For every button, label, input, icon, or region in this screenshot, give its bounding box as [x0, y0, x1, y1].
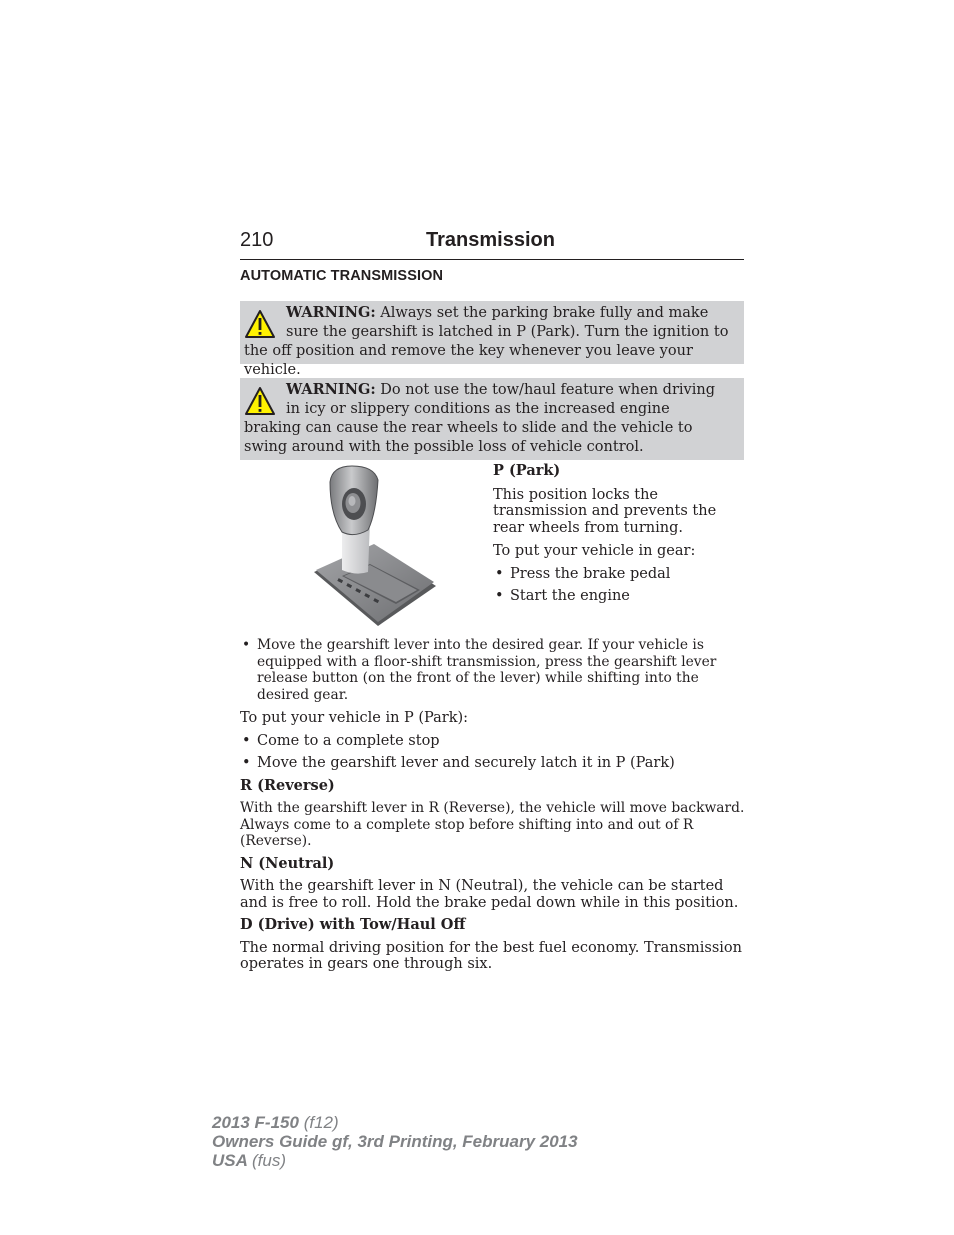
warning-box-parking: [240, 301, 744, 378]
reverse-text: With the gearshift lever in R (Reverse), the vehicle will move backward. Always come to a complete stop before shifting into and out of R (Reverse).: [240, 800, 745, 849]
gear-steps-list: [493, 566, 745, 605]
page-header: [240, 229, 744, 260]
park-steps-list: [240, 733, 746, 772]
warning-label: WARNING:: [286, 304, 376, 321]
section-heading: AUTOMATIC TRANSMISSION: [240, 268, 444, 284]
park-intro: To put your vehicle in P (Park):: [240, 710, 469, 726]
gearshift-illustration: [312, 464, 440, 630]
main-text: [240, 637, 746, 973]
warning-box-tow-haul: [240, 378, 744, 460]
list-item: • Move the gearshift lever and securely latch it in P (Park): [240, 755, 746, 772]
park-heading: P (Park): [493, 462, 561, 479]
footer-region: USA: [212, 1151, 248, 1170]
warning-text: Always set the parking brake fully and make sure the gearshift is latched in P (Park). Turn the ignition to the off position and remove the key whenever you leave your vehicle.: [244, 305, 729, 378]
list-item: • Press the brake pedal: [493, 566, 745, 583]
list-item: • Start the engine: [493, 588, 745, 605]
chapter-title: Transmission: [426, 229, 555, 251]
neutral-text: With the gearshift lever in N (Neutral), the vehicle can be started and is free to roll. Hold the brake pedal down while in this position.: [240, 878, 739, 911]
warning-triangle-icon: [244, 386, 276, 416]
warning-triangle-icon: [244, 309, 276, 339]
footer-guide: Owners Guide gf, 3rd Printing, February 2013: [212, 1132, 578, 1151]
drive-text: The normal driving position for the best fuel economy. Transmission operates in gears one through six.: [240, 939, 742, 972]
drive-heading: D (Drive) with Tow/Haul Off: [240, 916, 466, 933]
warning-label: WARNING:: [286, 381, 376, 398]
footer-model: 2013 F-150: [212, 1113, 299, 1132]
park-description: This position locks the transmission and prevents the rear wheels from turning.: [493, 486, 717, 536]
neutral-heading: N (Neutral): [240, 854, 335, 872]
page-footer: [212, 1113, 578, 1170]
list-item: • Move the gearshift lever into the desired gear. If your vehicle is equipped with a floor-shift transmission, press the gearshift lever release button (on the front of the lever) while shifting into the desired gear.: [240, 637, 746, 703]
warning-text: Do not use the tow/haul feature when driving in icy or slippery conditions as the increased engine braking can cause the rear wheels to slide and the vehicle to swing around with the possible loss of vehicle control.: [244, 382, 715, 455]
footer-region-code: (fus): [252, 1151, 286, 1170]
park-section: [493, 463, 745, 605]
footer-model-code: (f12): [303, 1113, 339, 1132]
reverse-heading: R (Reverse): [240, 776, 335, 794]
gear-intro: To put your vehicle in gear:: [493, 543, 696, 559]
page-number: 210: [240, 229, 274, 251]
list-item: • Come to a complete stop: [240, 733, 746, 750]
